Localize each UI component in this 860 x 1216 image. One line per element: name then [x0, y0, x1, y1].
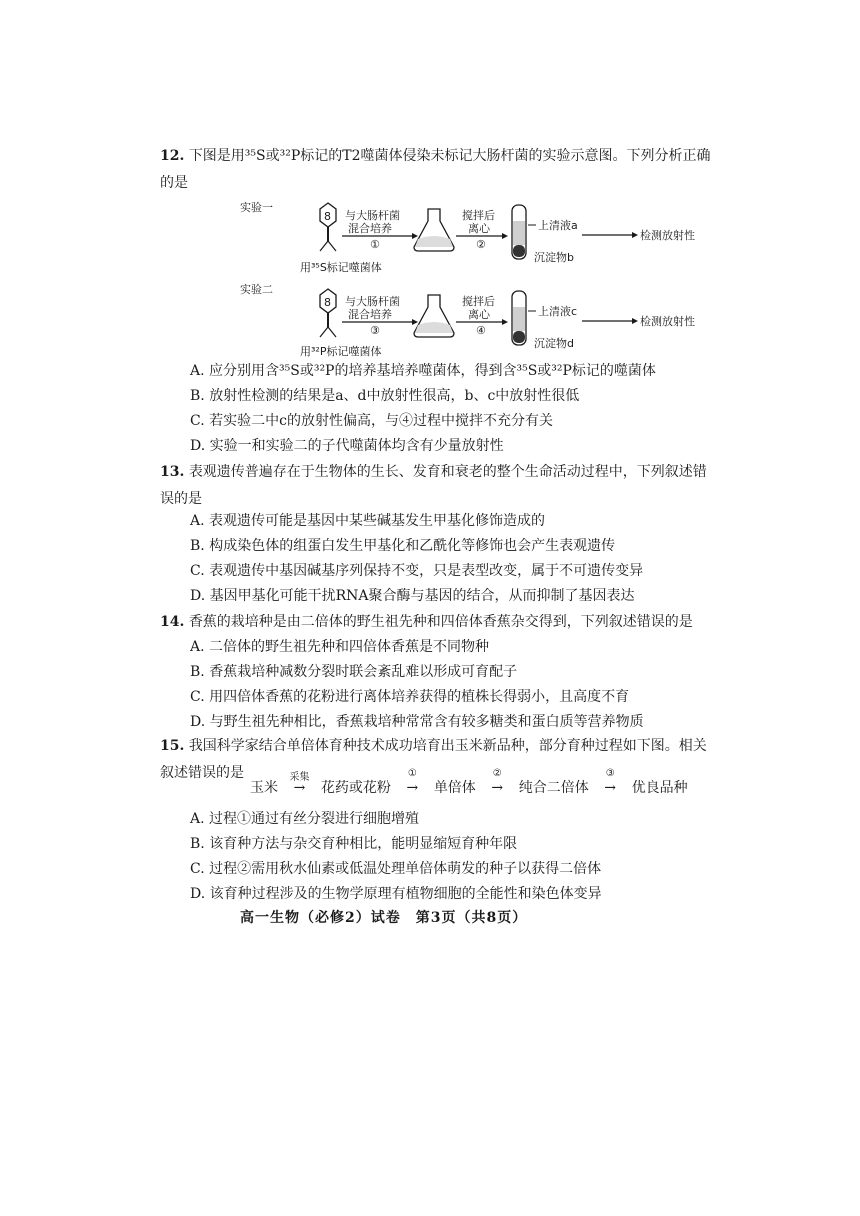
question-12-number: 12. — [160, 148, 185, 164]
q13-option-a: A. 表观遗传可能是基因中某些碱基发生甲基化修饰造成的 — [190, 513, 546, 529]
phage-icon-2 — [320, 289, 336, 337]
q12-option-a: A. 应分别用含³⁵S或³²P的培养基培养噬菌体，得到含³⁵S或³²P标记的噬菌体 — [190, 363, 656, 379]
supernatant-c: 上清液c — [538, 305, 578, 318]
q14-option-c: C. 用四倍体香蕉的花粉进行离体培养获得的植株长得弱小，且高度不育 — [190, 689, 630, 705]
flow-arrow-2: ② → — [480, 780, 514, 796]
exp2-arrow3-head — [632, 318, 638, 324]
exp1-stir-line1: 搅拌后 — [462, 209, 495, 222]
question-14-stem: 香蕉的栽培种是由二倍体的野生祖先种和四倍体香蕉杂交得到，下列叙述错误的是 — [188, 614, 693, 630]
tube-icon-2 — [512, 291, 526, 345]
flow-arrow-2-label: ② — [492, 768, 502, 779]
exp1-step1: ① — [370, 238, 380, 251]
flow-node-variety: 优良品种 — [631, 780, 688, 796]
q12-option-d: D. 实验一和实验二的子代噬菌体均含有少量放射性 — [190, 438, 504, 454]
q13-option-b: B. 构成染色体的组蛋白发生甲基化和乙酰化等修饰也会产生表观遗传 — [190, 538, 616, 554]
exp1-label: 实验一 — [240, 201, 273, 214]
flow-arrow-collect: 采集 → — [282, 780, 316, 796]
exp1-detect: 检测放射性 — [640, 229, 695, 242]
exp1-step2: ② — [476, 238, 486, 251]
flow-arrow-3-label: ③ — [605, 768, 615, 779]
tube-icon-1 — [512, 205, 526, 259]
question-15-number: 15. — [160, 738, 185, 754]
supernatant-a: 上清液a — [538, 219, 578, 232]
q14-option-d: D. 与野生祖先种相比，香蕉栽培种常常含有较多糖类和蛋白质等营养物质 — [190, 714, 644, 730]
question-14 — [160, 609, 760, 636]
exp2-label: 实验二 — [240, 283, 273, 296]
q15-option-d: D. 该育种过程涉及的生物学原理有植物细胞的全能性和染色体变异 — [190, 886, 602, 902]
question-13-number: 13. — [160, 464, 185, 480]
q15-option-a: A. 过程①通过有丝分裂进行细胞增殖 — [190, 811, 420, 827]
phage-experiment-diagram — [240, 195, 700, 365]
exp1-arrow3-head — [632, 232, 638, 238]
exp1-arrow1-head — [412, 233, 418, 239]
exp2-arrow2-head — [502, 319, 508, 325]
exp2-mix-line1: 与大肠杆菌 — [345, 295, 400, 308]
exp2-stir-line2: 离心 — [468, 308, 490, 321]
page-footer: 高一生物（必修2）试卷 第3页（共8页） — [240, 910, 528, 926]
flow-arrow-collect-label: 采集 — [289, 772, 310, 783]
phage-diagram-svg — [240, 195, 700, 365]
exp1-phage-label: 用³⁵S标记噬菌体 — [300, 261, 382, 274]
question-13-stem: 表观遗传普遍存在于生物体的生长、发育和衰老的整个生命活动过程中，下列叙述错误的是 — [160, 464, 707, 507]
precipitate-d: 沉淀物d — [534, 337, 574, 350]
flask-icon-1 — [414, 209, 454, 251]
q14-option-a: A. 二倍体的野生祖先种和四倍体香蕉是不同物种 — [190, 639, 490, 655]
exp2-step3: ③ — [370, 324, 380, 337]
flask-icon-2 — [414, 295, 454, 337]
flow-node-haploid: 单倍体 — [433, 780, 476, 796]
exp2-arrow1-head — [412, 319, 418, 325]
q12-option-b: B. 放射性检测的结果是a、d中放射性很高，b、c中放射性很低 — [190, 388, 580, 404]
q14-option-b: B. 香蕉栽培种减数分裂时联会紊乱难以形成可育配子 — [190, 664, 518, 680]
flow-node-diploid: 纯合二倍体 — [518, 780, 589, 796]
flow-node-anther: 花药或花粉 — [320, 780, 391, 796]
phage-icon-1 — [320, 203, 336, 251]
q13-option-d: D. 基因甲基化可能干扰RNA聚合酶与基因的结合，从而抑制了基因表达 — [190, 588, 635, 604]
precipitate-b: 沉淀物b — [534, 251, 574, 264]
exp2-detect: 检测放射性 — [640, 315, 695, 328]
exp2-mix-line2: 混合培养 — [348, 308, 392, 321]
flow-node-corn: 玉米 — [250, 780, 278, 796]
svg-text:8: 8 — [324, 210, 331, 223]
q13-option-c: C. 表观遗传中基因碱基序列保持不变，只是表型改变，属于不可遗传变异 — [190, 563, 644, 579]
exp1-stir-line2: 离心 — [468, 222, 490, 235]
flow-arrow-3: ③ → — [593, 780, 627, 796]
exp2-step4: ④ — [476, 324, 486, 337]
question-12 — [160, 143, 720, 197]
question-14-number: 14. — [160, 614, 185, 630]
exp1-mix-line2: 混合培养 — [348, 222, 392, 235]
breeding-flowchart — [250, 768, 688, 797]
q12-option-c: C. 若实验二中c的放射性偏高，与④过程中搅拌不充分有关 — [190, 413, 553, 429]
exp1-mix-line1: 与大肠杆菌 — [345, 209, 400, 222]
svg-text:8: 8 — [324, 296, 331, 309]
question-15-stem: 我国科学家结合单倍体育种技术成功培育出玉米新品种，部分育种过程如下图。相关叙述错误的是 — [160, 738, 707, 781]
exp2-phage-label: 用³²P标记噬菌体 — [300, 345, 382, 358]
q15-option-c: C. 过程②需用秋水仙素或低温处理单倍体萌发的种子以获得二倍体 — [190, 861, 602, 877]
exp2-stir-line1: 搅拌后 — [462, 295, 495, 308]
q15-option-b: B. 该育种方法与杂交育种相比，能明显缩短育种年限 — [190, 836, 518, 852]
question-13 — [160, 459, 720, 513]
flow-arrow-1-label: ① — [407, 768, 417, 779]
question-12-stem: 下图是用³⁵S或³²P标记的T2噬菌体侵染未标记大肠杆菌的实验示意图。下列分析正确的是 — [160, 148, 711, 191]
exp1-arrow2-head — [502, 233, 508, 239]
flow-arrow-1: ① → — [395, 780, 429, 796]
